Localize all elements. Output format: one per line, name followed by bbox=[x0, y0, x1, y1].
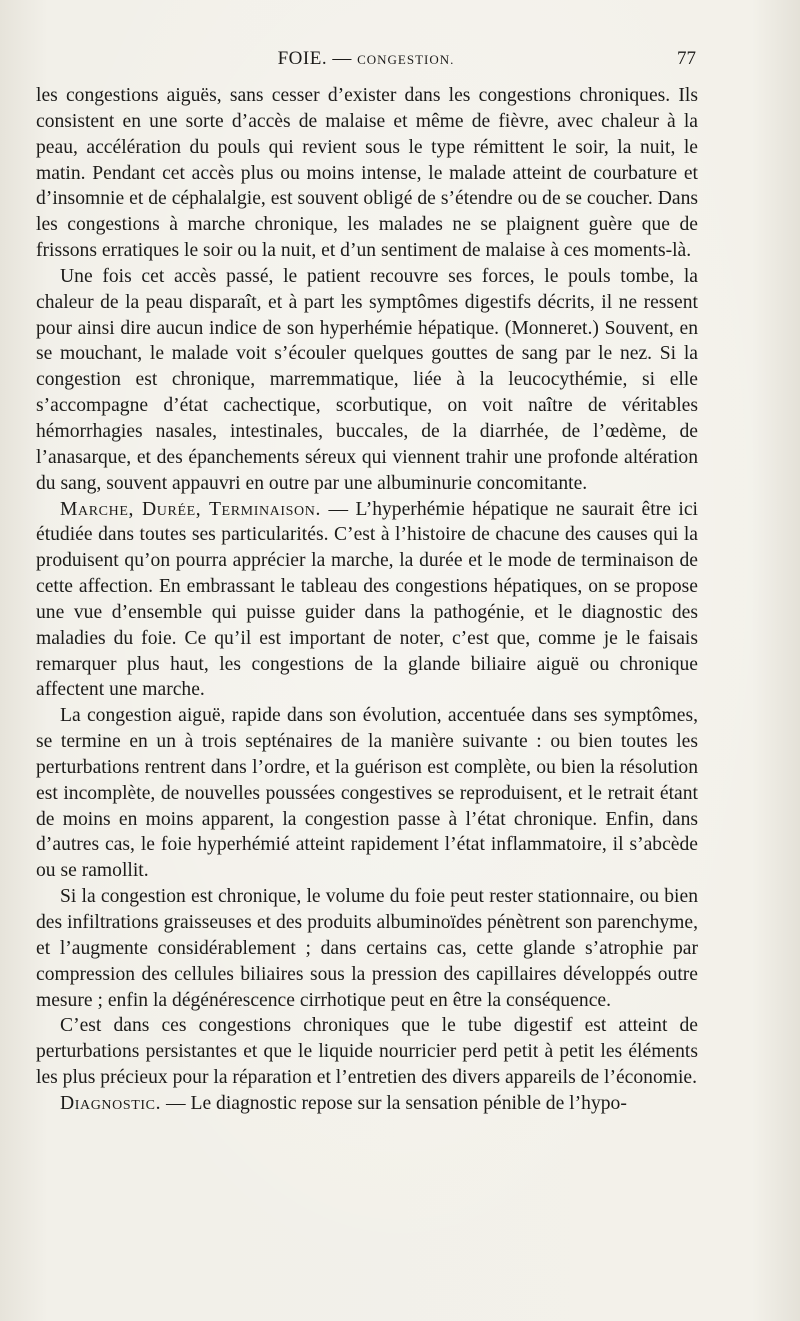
body-text bbox=[36, 83, 698, 1117]
paragraph-2: Une fois cet accès passé, le patient recouvre ses forces, le pouls tombe, la chaleur de la peau disparaît, et à part les symptômes digestifs décrits, il ne ressent pour ainsi dire aucun indice de son hyperhémie hépatique. (Monneret.) Souvent, en se mouchant, le malade voit s’écouler quelques gouttes de sang par le nez. Si la congestion est chronique, marremmatique, liée à la leucocythémie, si elle s’accompagne d’état cachectique, scorbutique, on voit naître de véritables hémorrhagies nasales, intestinales, buccales, de la diarrhée, de l’œdème, de l’anasarque, et des épanchements séreux qui viennent trahir une profonde altération du sang, souvent appauvri en outre par une albuminurie concomitante. bbox=[36, 265, 698, 494]
paragraph-3-text: — L’hyperhémie hépatique ne saurait être ici étudiée dans toutes ses particularités. C’est à l’histoire de chacune des causes qui la produisent qu’on pourra apprécier la marche, la durée et le mode de terminaison de cette affection. En embrassant le tableau des congestions hépatiques, on se propose une vue d’ensemble qui puisse guider dans la pathogénie, et le diagnostic des maladies du foie. Ce qu’il est important de noter, c’est que, comme je le faisais remarquer plus haut, les congestions de la glande biliaire aiguë ou chronique affectent une marche. bbox=[36, 498, 698, 701]
running-title-main: FOIE. — bbox=[277, 48, 358, 69]
paragraph-4: La congestion aiguë, rapide dans son évolution, accentuée dans ses symptômes, se termine en un à trois septénaires de la manière suivante : ou bien toutes les perturbations rentrent dans l’ordre, et la guérison est complète, ou bien la résolution est incomplète, de nouvelles poussées congestives se reproduisent, et le retrait étant de moins en moins apparent, la congestion passe à l’état chronique. Enfin, dans d’autres cas, le foie hyperhémié atteint rapidement l’état inflammatoire, il s’abcède ou se ramollit. bbox=[36, 705, 698, 882]
paragraph-6: C’est dans ces congestions chroniques que le tube digestif est atteint de perturbations persistantes et que le liquide nourricier perd petit à petit les éléments les plus précieux pour la réparation et l’entretien des divers appareils de l’économie. bbox=[36, 1015, 698, 1089]
paragraph-5: Si la congestion est chronique, le volume du foie peut rester stationnaire, ou bien des infiltrations graisseuses et des produits albuminoïdes pénètrent son parenchyme, et l’augmente considérablement ; dans certains cas, cette glande s’atrophie par compression des cellules biliaires sous la pression des capillaires développés outre mesure ; enfin la dégénérescence cirrhotique peut en être la conséquence. bbox=[36, 886, 698, 1011]
paragraph-3 bbox=[36, 497, 698, 704]
page-number: 77 bbox=[677, 48, 696, 69]
section-heading-diagnostic: Diagnostic. bbox=[60, 1092, 162, 1114]
paragraph-7-text: — Le diagnostic repose sur la sensation pénible de l’hypo- bbox=[161, 1092, 627, 1114]
section-heading-marche: Marche, Durée, Terminaison. bbox=[60, 498, 321, 520]
paragraph-1: les congestions aiguës, sans cesser d’exister dans les congestions chroniques. Ils consistent en une sorte d’accès de malaise et même de fièvre, avec chaleur à la peau, accélération du pouls qui revient sous le type rémittent le soir, la nuit, le matin. Pendant cet accès plus ou moins intense, le malade atteint de courbature et d’insomnie et de céphalalgie, est souvent obligé de s’étendre ou de se coucher. Dans les congestions à marche chronique, les malades ne se plaignent guère que de frissons erratiques le soir ou la nuit, et d’un sentiment de malaise à ces moments-là. bbox=[36, 85, 698, 262]
running-title-sub: CONGESTION. bbox=[357, 52, 455, 67]
paragraph-7 bbox=[36, 1091, 698, 1117]
page-header bbox=[36, 44, 696, 78]
running-title bbox=[36, 48, 696, 70]
